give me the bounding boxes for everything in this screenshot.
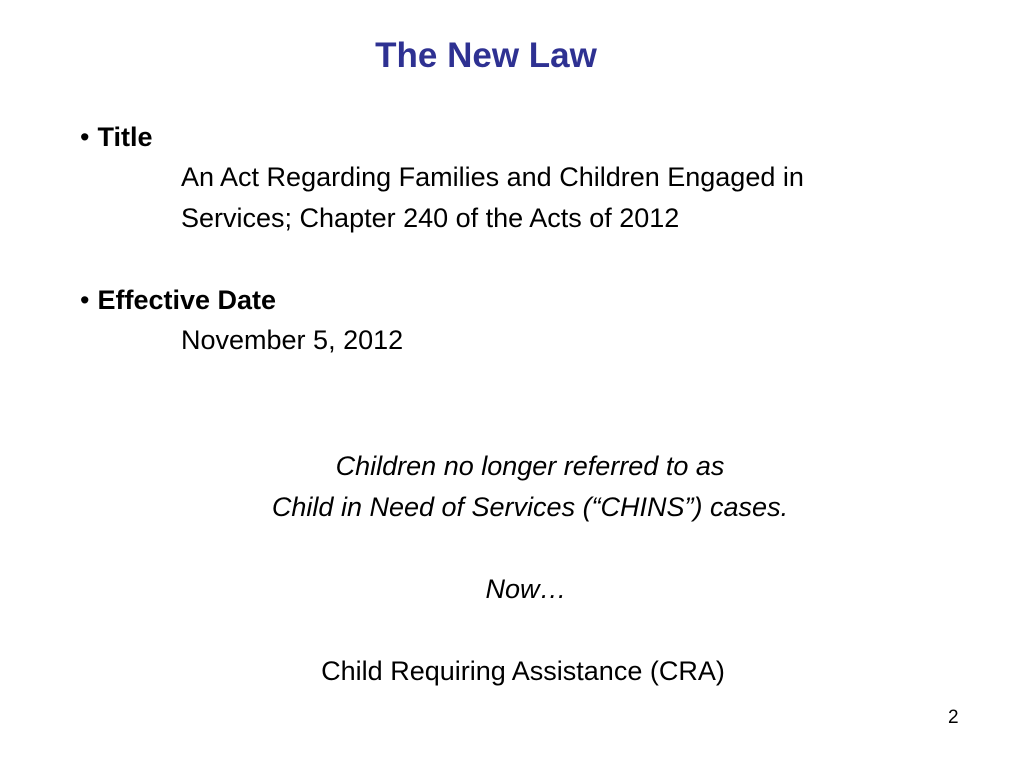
chins-note-line: Child in Need of Services (“CHINS”) cases. — [271, 492, 789, 522]
bullet-effective-date-body — [181, 320, 403, 361]
bullet-effective-date — [80, 284, 403, 361]
now-text: Now… — [485, 574, 567, 604]
bullet-title-line: Services; Chapter 240 of the Acts of 2012 — [181, 203, 680, 233]
bullet-title — [80, 121, 804, 239]
bullet-marker: • — [80, 285, 90, 315]
page-number: 2 — [948, 707, 959, 728]
bullet-effective-date-head — [80, 284, 403, 316]
bullet-effective-date-label: Effective Date — [97, 285, 277, 315]
bullet-effective-date-line: November 5, 2012 — [181, 325, 404, 355]
bullet-title-body — [181, 157, 804, 239]
chins-note-line: Children no longer referred to as — [335, 451, 725, 481]
bullet-marker: • — [80, 122, 90, 152]
bullet-title-label: Title — [97, 122, 153, 152]
bullet-title-line: An Act Regarding Families and Children Engaged in — [181, 162, 804, 192]
cra-text: Child Requiring Assistance (CRA) — [321, 656, 725, 686]
chins-note — [0, 446, 1024, 528]
bullet-title-head — [80, 121, 804, 153]
slide-title: The New Law — [375, 36, 597, 75]
